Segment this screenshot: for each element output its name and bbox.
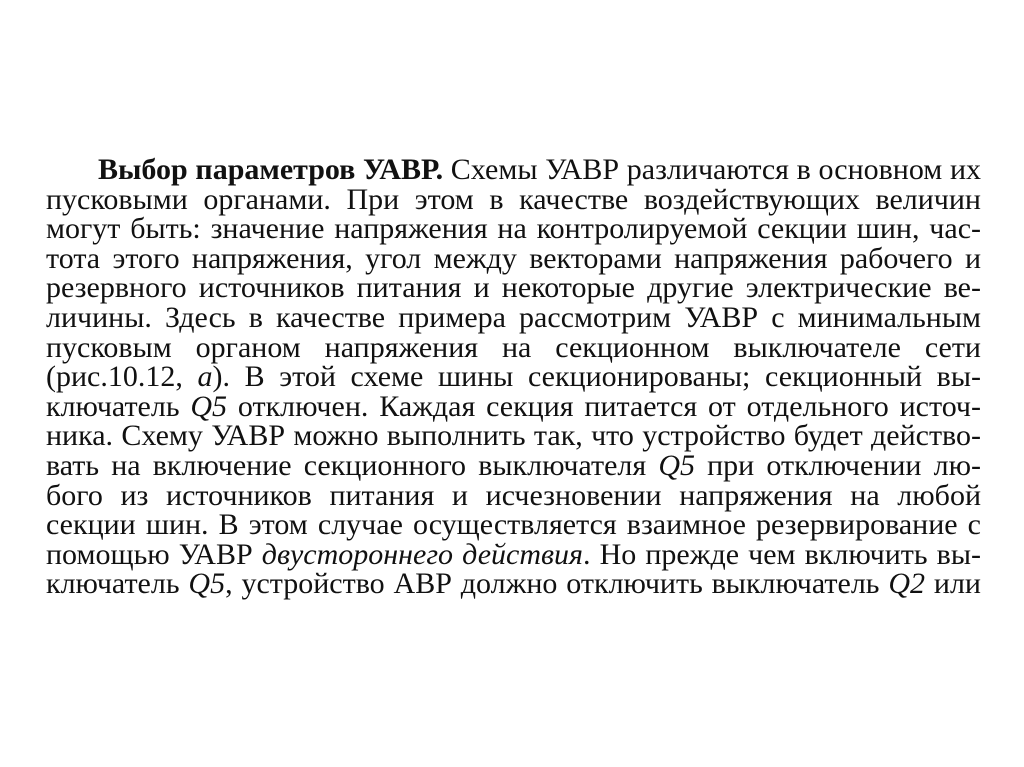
text-segment: . Но прежде чем включить вы-	[582, 537, 981, 571]
text-segment: пусковыми органами. При этом в качестве воздействующих величин	[46, 182, 981, 216]
text-line	[46, 182, 981, 216]
text-line	[46, 569, 981, 599]
italic-term: двустороннего действия	[261, 537, 583, 571]
text-segment: вать на включение секционного выключателя	[46, 448, 659, 482]
text-segment: тота этого напряжения, угол между векторами напряжения рабочего и	[46, 241, 981, 275]
italic-term: Q5	[188, 567, 226, 601]
text-segment: ). В этой схеме шины секционированы; секционный вы-	[212, 360, 981, 394]
text-line	[46, 421, 981, 451]
text-segment: , устройство АВР должно отключить выключатель	[225, 567, 889, 601]
text-line	[46, 273, 981, 303]
text-line	[46, 241, 981, 275]
text-line	[46, 300, 981, 334]
text-segment: помощью УАВР	[46, 537, 262, 571]
text-segment: секции шин. В этом случае осуществляется взаимное резервирование с	[46, 508, 981, 542]
text-line	[46, 478, 981, 512]
body-paragraph	[46, 155, 981, 599]
text-line	[46, 510, 981, 540]
text-segment: могут быть: значение напряжения на контролируемой секции шин, час-	[46, 212, 981, 246]
text-segment: резервного источников питания и некоторые другие электрические ве-	[46, 271, 981, 305]
text-line	[46, 537, 981, 571]
text-segment: ключатель	[46, 389, 191, 423]
text-segment: личины. Здесь в качестве примера рассмотрим УАВР с минимальным	[46, 300, 981, 334]
text-line	[46, 362, 981, 392]
paragraph-heading: Выбор параметров УАВР.	[98, 153, 444, 186]
text-line	[46, 389, 982, 423]
text-segment: Схемы УАВР различаются в основном их	[443, 153, 981, 186]
text-line	[46, 214, 981, 244]
italic-term: Q5	[658, 448, 695, 482]
italic-term: а	[197, 360, 213, 394]
text-segment: пусковым органом напряжения на секционном выключателе сети	[46, 330, 981, 364]
text-segment: бого из источников питания и исчезновении напряжения на любой	[46, 478, 981, 512]
text-segment: или	[925, 567, 981, 601]
text-segment: (рис.10.12,	[46, 360, 198, 394]
text-segment: ника. Схему УАВР можно выполнить так, что устройство будет действо-	[46, 419, 981, 453]
italic-term: Q2	[888, 567, 926, 601]
text-segment: при отключении лю-	[694, 448, 981, 482]
text-line	[46, 155, 981, 185]
text-segment: ключатель	[46, 567, 189, 601]
text-line	[46, 448, 981, 482]
text-segment: отключен. Каждая секция питается от отдельного источ-	[227, 389, 982, 423]
italic-term: Q5	[190, 389, 228, 423]
text-line	[46, 330, 981, 364]
